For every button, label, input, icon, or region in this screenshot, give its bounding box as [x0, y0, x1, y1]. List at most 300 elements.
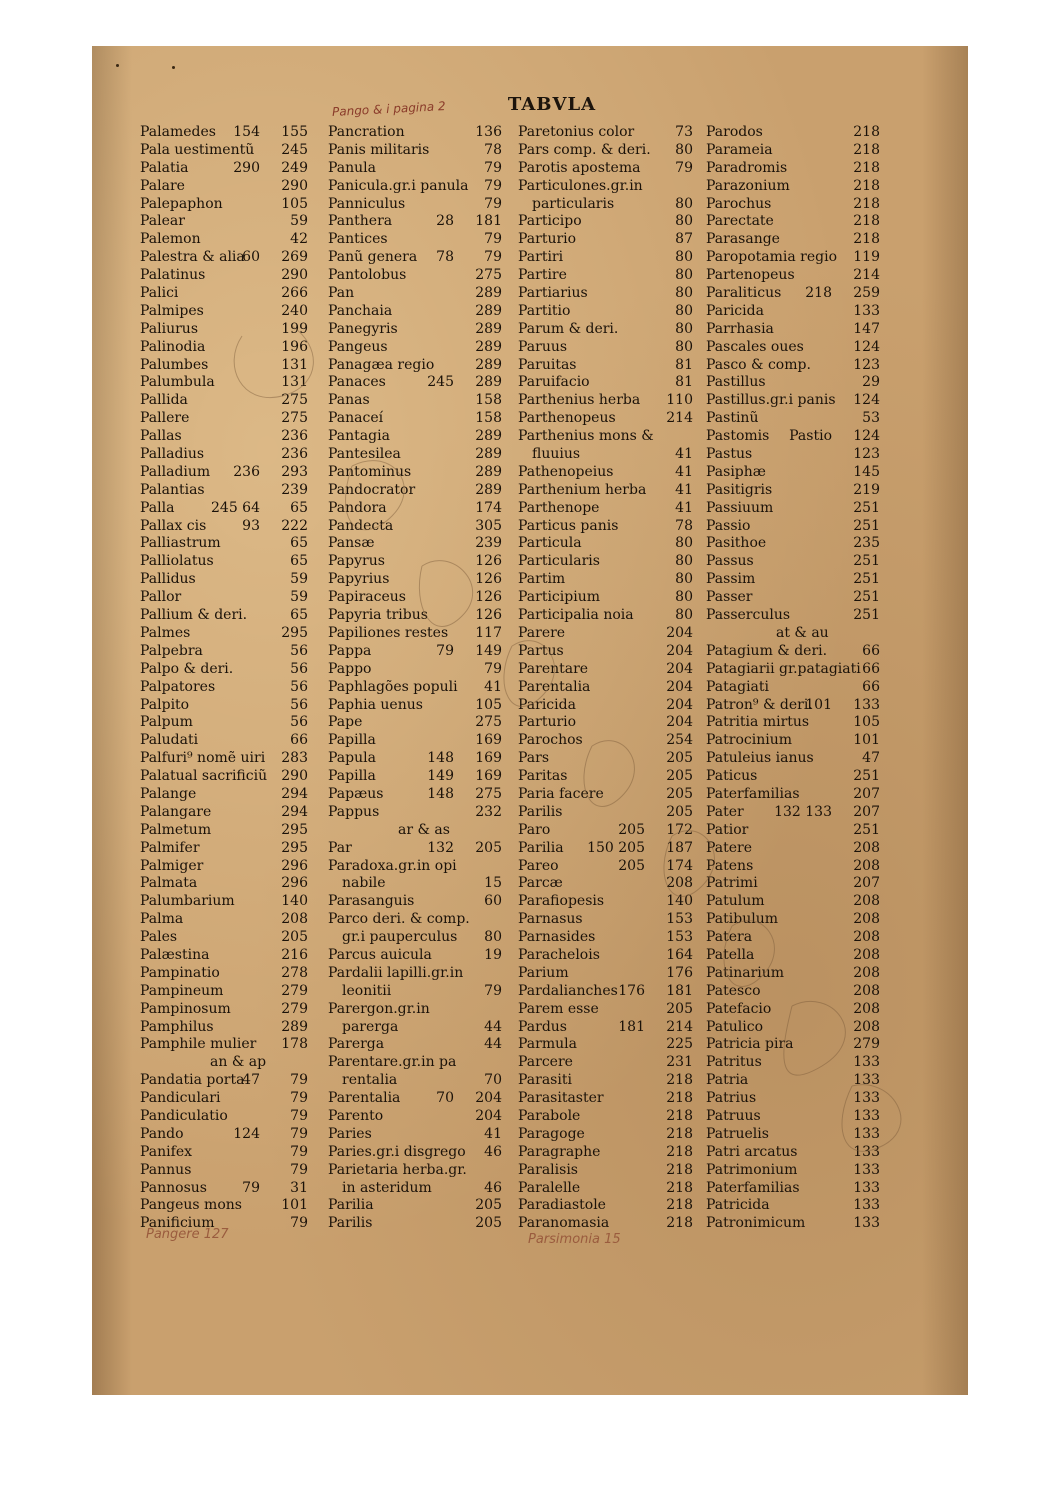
entry-term: Pastinũ: [706, 410, 759, 427]
entry-page-number: 153: [666, 911, 693, 928]
entry-page-number: 41: [484, 1125, 502, 1142]
entry-page-number: 279: [281, 982, 308, 999]
index-entry: [518, 643, 693, 661]
entry-page-number: 149: [475, 642, 502, 659]
entry-page-number: 181: [475, 213, 502, 230]
index-entry: [140, 1126, 308, 1144]
index-entry: [328, 392, 502, 410]
entry-term: Parthenium herba: [518, 481, 647, 498]
entry-secondary-page: 47: [242, 1072, 260, 1089]
entry-term: Parcus auicula: [328, 946, 432, 963]
ink-speck: [172, 66, 175, 69]
entry-term: nabile: [342, 875, 386, 892]
index-entry: [140, 500, 308, 518]
entry-page-number: 218: [853, 159, 880, 176]
index-entry: [518, 714, 693, 732]
entry-page-number: 214: [853, 267, 880, 284]
entry-term: Panicula.gr.i panula: [328, 177, 469, 194]
entry-page-number: 73: [675, 124, 693, 140]
entry-page-number: 296: [281, 857, 308, 874]
entry-term: Papiraceus: [328, 589, 406, 606]
entry-page-number: 218: [666, 1107, 693, 1124]
index-entry: [140, 1144, 308, 1162]
index-entry: [706, 196, 880, 214]
index-entry: [328, 196, 502, 214]
entry-term: Parthenius herba: [518, 392, 641, 409]
index-entry: [140, 1162, 308, 1180]
entry-page-number: 60: [484, 893, 502, 910]
index-entry: [328, 1090, 502, 1108]
entry-page-number: 176: [666, 964, 693, 981]
entry-page-number: 178: [281, 1036, 308, 1053]
entry-term: Paliurus: [140, 320, 199, 337]
entry-page-number: 289: [475, 374, 502, 391]
index-entry: [328, 1215, 502, 1233]
entry-page-number: 147: [853, 320, 880, 337]
entry-term: Panula: [328, 159, 376, 176]
entry-term: Passerculus: [706, 607, 791, 624]
entry-term: Partiri: [518, 249, 564, 266]
entry-term: Pasithoe: [706, 535, 767, 552]
entry-page-number: 65: [290, 535, 308, 552]
entry-page-number: 80: [675, 338, 693, 355]
entry-term: Parco deri. & comp.: [328, 911, 470, 928]
index-entry: [140, 303, 308, 321]
index-entry: [518, 1197, 693, 1215]
entry-page-number: 164: [666, 946, 693, 963]
entry-term: Parthenius mons &: [518, 428, 654, 445]
entry-term: parerga: [342, 1018, 399, 1035]
entry-term: Patella: [706, 946, 755, 963]
entry-page-number: 124: [853, 392, 880, 409]
entry-term: Panegyris: [328, 320, 398, 337]
entry-page-number: 80: [675, 589, 693, 606]
entry-page-number: 79: [290, 1125, 308, 1142]
entry-page-number: 207: [853, 785, 880, 802]
index-entry: [518, 983, 693, 1001]
index-entry: [706, 392, 880, 410]
entry-page-number: 225: [666, 1036, 693, 1053]
entry-term: Patefacio: [706, 1000, 772, 1017]
entry-page-number: 123: [853, 446, 880, 463]
index-entry: [140, 750, 308, 768]
index-entry: [706, 1180, 880, 1198]
index-entry: [518, 267, 693, 285]
entry-page-number: 218: [666, 1197, 693, 1214]
index-entry: [140, 768, 308, 786]
index-entry: [328, 410, 502, 428]
entry-term: Papula: [328, 750, 376, 767]
entry-term: Pape: [328, 714, 363, 731]
entry-term: Pallor: [140, 589, 182, 606]
index-entry: [518, 822, 693, 840]
index-entry: [328, 732, 502, 750]
entry-page-number: 208: [853, 1000, 880, 1017]
index-entry: [140, 983, 308, 1001]
entry-secondary-page: 181: [618, 1018, 645, 1035]
entry-page-number: 47: [862, 750, 880, 767]
entry-page-number: 208: [853, 911, 880, 928]
entry-term: Palladius: [140, 446, 205, 463]
entry-page-number: 239: [281, 481, 308, 498]
entry-term: Partitio: [518, 302, 571, 319]
entry-term: Patuleius ianus: [706, 750, 814, 767]
index-entry: [328, 625, 502, 643]
entry-term: Pareo: [518, 857, 559, 874]
entry-term: Patrocinium: [706, 732, 792, 749]
entry-page-number: 205: [475, 1215, 502, 1232]
entry-page-number: 236: [281, 446, 308, 463]
index-entry: [140, 339, 308, 357]
entry-page-number: 56: [290, 696, 308, 713]
index-entry: [328, 1162, 502, 1180]
entry-term: Palange: [140, 785, 197, 802]
entry-page-number: 283: [281, 750, 308, 767]
entry-term: Patibulum: [706, 911, 778, 928]
index-entry: [140, 482, 308, 500]
entry-page-number: 251: [853, 821, 880, 838]
entry-page-number: 133: [853, 1125, 880, 1142]
index-entry: [518, 768, 693, 786]
index-entry: [328, 679, 502, 697]
entry-page-number: 218: [853, 231, 880, 248]
entry-term: Patricia pira: [706, 1036, 794, 1053]
entry-term: Palmetum: [140, 821, 212, 838]
entry-term: Patrimi: [706, 875, 758, 892]
entry-term: particularis: [532, 195, 615, 212]
entry-page-number: 80: [675, 320, 693, 337]
entry-page-number: 294: [281, 803, 308, 820]
index-entry: [328, 607, 502, 625]
entry-secondary-page: 205: [618, 821, 645, 838]
entry-page-number: 218: [666, 1125, 693, 1142]
index-entry: [140, 911, 308, 929]
index-entry: [140, 965, 308, 983]
index-entry: [706, 983, 880, 1001]
entry-term: Palatia: [140, 159, 189, 176]
entry-term: Palamedes: [140, 124, 216, 140]
index-entry: [328, 1144, 502, 1162]
entry-term: Pastus: [706, 446, 753, 463]
index-entry: [328, 357, 502, 375]
entry-term: Pardus: [518, 1018, 567, 1035]
entry-secondary-page: 150 205: [587, 839, 645, 856]
entry-page-number: 41: [675, 446, 693, 463]
entry-term: Parilia: [328, 1197, 374, 1214]
entry-term: Palæstina: [140, 946, 210, 963]
entry-term: Pandecta: [328, 517, 394, 534]
index-entry: [706, 446, 880, 464]
entry-term: Patesco: [706, 982, 761, 999]
entry-term: Parentare: [518, 660, 589, 677]
index-entry: [328, 267, 502, 285]
entry-term: Palliastrum: [140, 535, 221, 552]
index-entry: [706, 858, 880, 876]
entry-term: Patrimonium: [706, 1161, 798, 1178]
index-entry: [518, 482, 693, 500]
index-entry: [140, 858, 308, 876]
index-entry: [706, 875, 880, 893]
index-entry: [706, 804, 880, 822]
entry-page-number: 204: [475, 1107, 502, 1124]
index-entry: [518, 196, 693, 214]
entry-page-number: 218: [853, 177, 880, 194]
index-entry: [706, 357, 880, 375]
entry-term: Panas: [328, 392, 370, 409]
entry-page-number: 187: [666, 839, 693, 856]
index-entry: [518, 607, 693, 625]
index-entry: [328, 840, 502, 858]
index-entry: [140, 124, 308, 142]
entry-term: Parachelois: [518, 946, 600, 963]
entry-term: Patruelis: [706, 1125, 769, 1142]
index-entry: [140, 142, 308, 160]
entry-page-number: 245: [281, 141, 308, 158]
entry-page-number: 275: [281, 410, 308, 427]
entry-term: Paruitas: [518, 356, 577, 373]
entry-page-number: 204: [666, 660, 693, 677]
index-entry: [328, 142, 502, 160]
index-entry: [140, 625, 308, 643]
entry-term: Pancration: [328, 124, 405, 140]
index-entry: [140, 786, 308, 804]
entry-page-number: 181: [666, 982, 693, 999]
entry-term: Palestra & alia: [140, 249, 245, 266]
entry-page-number: 41: [675, 481, 693, 498]
entry-page-number: 169: [475, 768, 502, 785]
index-entry: [518, 446, 693, 464]
index-entry: [328, 249, 502, 267]
index-entry: [518, 392, 693, 410]
entry-page-number: 216: [281, 946, 308, 963]
entry-page-number: 87: [675, 231, 693, 248]
entry-term: Parotis apostema: [518, 159, 641, 176]
entry-page-number: 240: [281, 302, 308, 319]
index-entry: [328, 1019, 502, 1037]
entry-term: Palpito: [140, 696, 190, 713]
index-entry: [328, 1001, 502, 1019]
index-entry: [328, 768, 502, 786]
index-entry: [518, 124, 693, 142]
index-entry: [518, 160, 693, 178]
index-entry: [140, 464, 308, 482]
entry-page-number: 289: [475, 320, 502, 337]
index-entry: [706, 142, 880, 160]
entry-secondary-page: 132 133: [774, 803, 832, 820]
index-entry: [328, 697, 502, 715]
entry-term: Paritas: [518, 768, 568, 785]
index-entry: [518, 1126, 693, 1144]
entry-page-number: 133: [853, 1197, 880, 1214]
entry-page-number: 31: [290, 1179, 308, 1196]
entry-page-number: 80: [484, 929, 502, 946]
entry-term: Paria facere: [518, 785, 604, 802]
index-entry: [706, 822, 880, 840]
entry-page-number: 66: [290, 732, 308, 749]
entry-secondary-page: 60: [242, 249, 260, 266]
index-entry: [140, 267, 308, 285]
entry-term: Parere: [518, 624, 566, 641]
index-entry: [328, 1036, 502, 1054]
entry-term: Patera: [706, 929, 753, 946]
entry-term: Palepaphon: [140, 195, 223, 212]
entry-term: Pallas: [140, 428, 182, 445]
entry-page-number: 289: [281, 1018, 308, 1035]
entry-page-number: 101: [281, 1197, 308, 1214]
entry-term: Parilis: [518, 803, 563, 820]
index-entry: [706, 213, 880, 231]
index-entry: [706, 1108, 880, 1126]
index-entry: [706, 535, 880, 553]
index-entry: [518, 1036, 693, 1054]
index-entry: [706, 231, 880, 249]
index-entry: [140, 732, 308, 750]
entry-term: Parium: [518, 964, 569, 981]
entry-term: Pathenopeius: [518, 463, 614, 480]
entry-page-number: 249: [281, 159, 308, 176]
entry-term: Partenopeus: [706, 267, 795, 284]
index-entry: [328, 428, 502, 446]
entry-page-number: 305: [475, 517, 502, 534]
entry-page-number: 126: [475, 607, 502, 624]
index-entry: [140, 357, 308, 375]
entry-term: Paries.gr.i disgrego: [328, 1143, 466, 1160]
index-entry: [518, 697, 693, 715]
index-entry: [328, 482, 502, 500]
entry-term: Paralisis: [518, 1161, 578, 1178]
entry-page-number: 101: [853, 732, 880, 749]
entry-page-number: 56: [290, 660, 308, 677]
entry-page-number: 79: [290, 1215, 308, 1232]
entry-page-number: 295: [281, 624, 308, 641]
index-entry: [518, 374, 693, 392]
entry-secondary-page: 79: [436, 642, 454, 659]
handwritten-note-top: Pango & i pagina 2: [331, 99, 446, 119]
index-entry: [328, 518, 502, 536]
entry-term: Paludati: [140, 732, 199, 749]
index-entry: [706, 1197, 880, 1215]
entry-term: Pardalii lapilli.gr.in: [328, 964, 464, 981]
scanned-page: [92, 46, 968, 1395]
entry-term: Palma: [140, 911, 184, 928]
index-entry: [140, 1180, 308, 1198]
entry-page-number: 80: [675, 302, 693, 319]
index-entry: [706, 661, 880, 679]
entry-term: Parentare.gr.in pa: [328, 1054, 457, 1071]
index-entry: [706, 697, 880, 715]
entry-term: Palantias: [140, 481, 205, 498]
index-entry: [518, 285, 693, 303]
entry-page-number: 140: [666, 893, 693, 910]
entry-page-number: 80: [675, 141, 693, 158]
entry-term: Pallium & deri.: [140, 607, 248, 624]
entry-page-number: 289: [475, 338, 502, 355]
index-entry: [328, 661, 502, 679]
entry-secondary-page: 70: [436, 1090, 454, 1107]
index-entry: [140, 822, 308, 840]
entry-page-number: 133: [853, 1107, 880, 1124]
index-entry: [706, 178, 880, 196]
entry-term: Participo: [518, 213, 582, 230]
entry-page-number: 46: [484, 1143, 502, 1160]
entry-page-number: 123: [853, 356, 880, 373]
entry-term: Papyrus: [328, 553, 385, 570]
entry-page-number: 133: [853, 1072, 880, 1089]
index-entry: [518, 1162, 693, 1180]
entry-term: Pandora: [328, 499, 387, 516]
index-entry: [706, 339, 880, 357]
entry-page-number: 131: [281, 374, 308, 391]
index-entry: [706, 249, 880, 267]
entry-page-number: 207: [853, 875, 880, 892]
entry-term: Panũ genera: [328, 249, 418, 266]
entry-term: Pannus: [140, 1161, 192, 1178]
index-entry: [706, 553, 880, 571]
entry-term: Paruus: [518, 338, 568, 355]
entry-page-number: 266: [281, 285, 308, 302]
index-entry: [140, 1108, 308, 1126]
entry-page-number: 289: [475, 302, 502, 319]
entry-page-number: 214: [666, 410, 693, 427]
index-entry: [328, 464, 502, 482]
entry-page-number: 289: [475, 481, 502, 498]
entry-term: Pamphile mulier: [140, 1036, 257, 1053]
entry-secondary-page: 218: [805, 285, 832, 302]
entry-term: Parem esse: [518, 1000, 599, 1017]
entry-term: Pastomis: [706, 428, 770, 445]
entry-page-number: 251: [853, 553, 880, 570]
entry-term: Pardalianches: [518, 982, 618, 999]
entry-term: Partire: [518, 267, 567, 284]
index-entry: [518, 1054, 693, 1072]
entry-page-number: 80: [675, 535, 693, 552]
entry-term: Patritus: [706, 1054, 762, 1071]
entry-term: Paretonius color: [518, 124, 635, 140]
entry-page-number: 222: [281, 517, 308, 534]
entry-page-number: 59: [290, 571, 308, 588]
entry-page-number: 174: [666, 857, 693, 874]
entry-page-number: 205: [666, 785, 693, 802]
entry-term: Pala uestimentũ: [140, 141, 255, 158]
entry-term: Passus: [706, 553, 754, 570]
entry-term: Pantagia: [328, 428, 390, 445]
entry-term: Passim: [706, 571, 756, 588]
index-entry: [140, 1197, 308, 1215]
entry-term: Paricida: [706, 302, 764, 319]
index-entry: [706, 303, 880, 321]
entry-term: Palici: [140, 285, 179, 302]
index-entry: [140, 929, 308, 947]
entry-page-number: 65: [290, 499, 308, 516]
entry-page-number: 254: [666, 732, 693, 749]
index-entry: [706, 625, 880, 643]
index-entry: [518, 553, 693, 571]
entry-page-number: 208: [666, 875, 693, 892]
entry-term: Pamphilus: [140, 1018, 214, 1035]
index-entry: [140, 553, 308, 571]
entry-page-number: 70: [484, 1072, 502, 1089]
index-entry: [518, 893, 693, 911]
entry-term: Paries: [328, 1125, 372, 1142]
entry-page-number: 80: [675, 571, 693, 588]
index-entry: [518, 625, 693, 643]
index-column-1: [140, 124, 308, 1233]
entry-page-number: 133: [853, 696, 880, 713]
entry-secondary-page: 124: [233, 1125, 260, 1142]
entry-page-number: 124: [853, 428, 880, 445]
index-entry: [706, 786, 880, 804]
entry-term: Parrhasia: [706, 320, 774, 337]
